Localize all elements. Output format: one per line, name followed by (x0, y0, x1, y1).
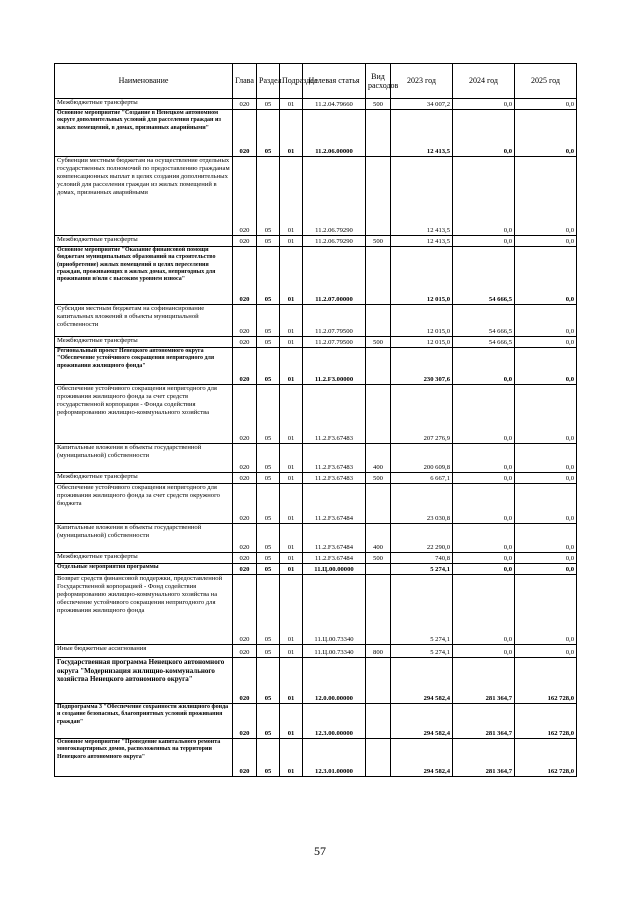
row-razdel: 05 (257, 553, 280, 564)
row-value-2023: 5 274,1 (391, 564, 453, 575)
row-name: Капитальные вложения в объекты государственной (муниципальной) собственности (55, 524, 233, 553)
row-glava: 020 (233, 337, 257, 348)
row-value-2023: 5 274,1 (391, 645, 453, 658)
row-value-2023: 12 413,5 (391, 236, 453, 247)
row-value-2025: 0,0 (515, 484, 577, 524)
table-row (55, 704, 577, 739)
table-row (55, 247, 577, 305)
row-name: Межбюджетные трансферты (55, 236, 233, 247)
row-value-2025: 0,0 (515, 553, 577, 564)
row-name: Возврат средств финансовой поддержки, предоставленной Государственной корпорацией - Фонд содействия реформированию жилищно-коммунального хозяйства на обеспечение устойчивого сокращения непригодного для проживания жилищного фонда (55, 575, 233, 645)
row-glava: 020 (233, 110, 257, 157)
row-expense-type (366, 575, 391, 645)
row-value-2025: 0,0 (515, 645, 577, 658)
row-podrazdel: 01 (280, 658, 303, 704)
row-glava: 020 (233, 739, 257, 777)
row-expense-type (366, 739, 391, 777)
row-podrazdel: 01 (280, 236, 303, 247)
row-expense-type: 400 (366, 444, 391, 473)
row-glava: 020 (233, 658, 257, 704)
row-value-2025: 0,0 (515, 305, 577, 337)
row-target-article: 12.3.00.00000 (303, 704, 366, 739)
row-name: Обеспечение устойчивого сокращения непригодного для проживания жилищного фонда за счет средств окружного бюджета (55, 484, 233, 524)
budget-table (54, 63, 577, 777)
row-value-2024: 0,0 (453, 484, 515, 524)
row-value-2024: 281 364,7 (453, 658, 515, 704)
row-value-2025: 0,0 (515, 575, 577, 645)
row-value-2025: 0,0 (515, 236, 577, 247)
header-glava: Глава (233, 64, 257, 99)
row-value-2024: 0,0 (453, 524, 515, 553)
row-name: Подпрограмма 3 "Обеспечение сохранности жилищного фонда и создание безопасных, благоприятных условий проживания граждан" (55, 704, 233, 739)
header-vid: Вид расходов (366, 64, 391, 99)
row-razdel: 05 (257, 444, 280, 473)
row-name: Основное мероприятие "Проведение капитального ремонта многоквартирных домов, расположенных на территории Ненецкого автономного округа" (55, 739, 233, 777)
row-podrazdel: 01 (280, 575, 303, 645)
row-podrazdel: 01 (280, 337, 303, 348)
row-value-2024: 0,0 (453, 348, 515, 385)
row-name: Основное мероприятие "Оказание финансовой помощи бюджетам муниципальных образований на строительство (приобретение) жилых помещений в целях переселения граждан, проживающих в жилых домах, непригодных для проживания и/или с высоким уровнем износа" (55, 247, 233, 305)
row-podrazdel: 01 (280, 739, 303, 777)
row-expense-type (366, 247, 391, 305)
table-row (55, 553, 577, 564)
row-target-article: 12.3.01.00000 (303, 739, 366, 777)
row-podrazdel: 01 (280, 553, 303, 564)
row-value-2023: 12 413,5 (391, 157, 453, 236)
row-value-2025: 0,0 (515, 110, 577, 157)
row-podrazdel: 01 (280, 247, 303, 305)
row-target-article: 11.2.06.79290 (303, 157, 366, 236)
row-expense-type: 500 (366, 553, 391, 564)
row-target-article: 11.2.04.79660 (303, 99, 366, 110)
row-name: Иные бюджетные ассигнования (55, 645, 233, 658)
row-name: Обеспечение устойчивого сокращения непригодного для проживания жилищного фонда за счет средств государственной корпорации - Фонда содействия реформированию жилищно-коммунального хозяйства (55, 385, 233, 444)
row-razdel: 05 (257, 524, 280, 553)
row-glava: 020 (233, 305, 257, 337)
row-value-2023: 34 007,2 (391, 99, 453, 110)
row-podrazdel: 01 (280, 704, 303, 739)
row-razdel: 05 (257, 739, 280, 777)
row-glava: 020 (233, 553, 257, 564)
row-razdel: 05 (257, 247, 280, 305)
row-value-2025: 0,0 (515, 337, 577, 348)
row-name: Субвенции местным бюджетам на осуществление отдельных государственных полномочий по предоставлению гражданам компенсационных выплат в целях создания дополнительных условий для расселения граждан из жилых помещений в домах, признанных аварийными (55, 157, 233, 236)
row-expense-type: 800 (366, 645, 391, 658)
row-name: Основное мероприятие "Создание в Ненецком автономном округе дополнительных условий для расселения граждан из жилых помещений, в домах, признанных аварийными" (55, 110, 233, 157)
row-glava: 020 (233, 575, 257, 645)
row-razdel: 05 (257, 385, 280, 444)
row-target-article: 11.Ц.00.73340 (303, 645, 366, 658)
row-expense-type: 500 (366, 236, 391, 247)
row-target-article: 11.2.F3.67484 (303, 553, 366, 564)
row-value-2025: 0,0 (515, 348, 577, 385)
row-name: Межбюджетные трансферты (55, 99, 233, 110)
row-razdel: 05 (257, 236, 280, 247)
row-expense-type: 500 (366, 337, 391, 348)
row-value-2024: 0,0 (453, 157, 515, 236)
table-row (55, 484, 577, 524)
header-2024: 2024 год (453, 64, 515, 99)
row-target-article: 11.Ц.00.73340 (303, 575, 366, 645)
row-razdel: 05 (257, 645, 280, 658)
row-podrazdel: 01 (280, 524, 303, 553)
row-value-2023: 294 582,4 (391, 739, 453, 777)
row-glava: 020 (233, 385, 257, 444)
row-value-2023: 5 274,1 (391, 575, 453, 645)
row-value-2023: 12 015,0 (391, 247, 453, 305)
row-name: Региональный проект Ненецкого автономного округа "Обеспечение устойчивого сокращения непригодного для проживания жилищного фонда" (55, 348, 233, 385)
row-podrazdel: 01 (280, 305, 303, 337)
row-value-2025: 162 728,0 (515, 704, 577, 739)
row-value-2024: 0,0 (453, 110, 515, 157)
row-target-article: 11.Ц.00.00000 (303, 564, 366, 575)
row-target-article: 11.2.F3.67484 (303, 484, 366, 524)
row-razdel: 05 (257, 305, 280, 337)
row-name: Межбюджетные трансферты (55, 337, 233, 348)
row-podrazdel: 01 (280, 473, 303, 484)
header-name: Наименование (55, 64, 233, 99)
row-razdel: 05 (257, 157, 280, 236)
row-value-2023: 6 667,1 (391, 473, 453, 484)
row-value-2023: 207 276,9 (391, 385, 453, 444)
row-value-2023: 294 582,4 (391, 658, 453, 704)
row-podrazdel: 01 (280, 157, 303, 236)
row-value-2023: 12 015,0 (391, 305, 453, 337)
row-value-2023: 23 030,8 (391, 484, 453, 524)
row-razdel: 05 (257, 658, 280, 704)
row-value-2023: 740,8 (391, 553, 453, 564)
row-name: Государственная программа Ненецкого автономного округа "Модернизация жилищно-коммунального хозяйства Ненецкого автономного округа" (55, 658, 233, 704)
row-glava: 020 (233, 704, 257, 739)
row-razdel: 05 (257, 473, 280, 484)
table-row (55, 473, 577, 484)
row-name: Межбюджетные трансферты (55, 553, 233, 564)
row-value-2024: 54 666,5 (453, 337, 515, 348)
row-name: Субсидия местным бюджетам на софинансирование капитальных вложений в объекты муниципальной собственности (55, 305, 233, 337)
row-expense-type (366, 658, 391, 704)
row-expense-type: 500 (366, 99, 391, 110)
row-value-2024: 0,0 (453, 645, 515, 658)
row-target-article: 11.2.F3.67483 (303, 385, 366, 444)
row-expense-type (366, 110, 391, 157)
row-razdel: 05 (257, 348, 280, 385)
row-target-article: 11.2.F3.00000 (303, 348, 366, 385)
header-target: Целевая статья (303, 64, 366, 99)
row-glava: 020 (233, 236, 257, 247)
row-value-2024: 281 364,7 (453, 739, 515, 777)
header-2025: 2025 год (515, 64, 577, 99)
table-row (55, 575, 577, 645)
row-value-2024: 0,0 (453, 564, 515, 575)
row-name: Капитальные вложения в объекты государственной (муниципальной) собственности (55, 444, 233, 473)
table-row (55, 524, 577, 553)
row-value-2023: 12 015,0 (391, 337, 453, 348)
row-value-2023: 22 290,0 (391, 524, 453, 553)
table-row (55, 157, 577, 236)
header-podrazdel: Подраздел (280, 64, 303, 99)
table-row (55, 99, 577, 110)
row-target-article: 11.2.07.00000 (303, 247, 366, 305)
row-name: Отдельные мероприятия программы (55, 564, 233, 575)
row-value-2025: 0,0 (515, 444, 577, 473)
row-value-2024: 54 666,5 (453, 247, 515, 305)
row-razdel: 05 (257, 337, 280, 348)
table-row (55, 337, 577, 348)
table-row (55, 739, 577, 777)
row-expense-type (366, 305, 391, 337)
row-value-2025: 0,0 (515, 524, 577, 553)
row-expense-type (366, 385, 391, 444)
table-row (55, 385, 577, 444)
row-value-2023: 200 609,8 (391, 444, 453, 473)
row-expense-type (366, 704, 391, 739)
table-row (55, 348, 577, 385)
header-2023: 2023 год (391, 64, 453, 99)
row-value-2024: 0,0 (453, 236, 515, 247)
row-razdel: 05 (257, 704, 280, 739)
row-value-2025: 162 728,0 (515, 658, 577, 704)
row-podrazdel: 01 (280, 645, 303, 658)
row-razdel: 05 (257, 484, 280, 524)
row-glava: 020 (233, 247, 257, 305)
row-glava: 020 (233, 348, 257, 385)
row-target-article: 12.0.00.00000 (303, 658, 366, 704)
table-row (55, 564, 577, 575)
table-row (55, 658, 577, 704)
table-header-row (55, 64, 577, 99)
row-podrazdel: 01 (280, 564, 303, 575)
row-value-2025: 0,0 (515, 247, 577, 305)
row-value-2025: 0,0 (515, 564, 577, 575)
row-podrazdel: 01 (280, 444, 303, 473)
row-value-2024: 0,0 (453, 575, 515, 645)
row-value-2025: 0,0 (515, 99, 577, 110)
row-name: Межбюджетные трансферты (55, 473, 233, 484)
row-value-2024: 281 364,7 (453, 704, 515, 739)
row-razdel: 05 (257, 110, 280, 157)
row-glava: 020 (233, 99, 257, 110)
row-value-2024: 0,0 (453, 473, 515, 484)
row-value-2025: 0,0 (515, 473, 577, 484)
row-podrazdel: 01 (280, 99, 303, 110)
row-glava: 020 (233, 564, 257, 575)
row-value-2024: 0,0 (453, 99, 515, 110)
row-glava: 020 (233, 444, 257, 473)
header-razdel: Раздел (257, 64, 280, 99)
table-body (55, 99, 577, 777)
table-row (55, 110, 577, 157)
row-target-article: 11.2.F3.67483 (303, 444, 366, 473)
row-expense-type (366, 564, 391, 575)
table-row (55, 444, 577, 473)
table-row (55, 305, 577, 337)
row-glava: 020 (233, 484, 257, 524)
row-podrazdel: 01 (280, 484, 303, 524)
row-value-2023: 12 413,5 (391, 110, 453, 157)
row-value-2024: 0,0 (453, 553, 515, 564)
row-expense-type (366, 484, 391, 524)
row-value-2025: 162 728,0 (515, 739, 577, 777)
row-razdel: 05 (257, 564, 280, 575)
table-row (55, 645, 577, 658)
row-target-article: 11.2.07.79500 (303, 305, 366, 337)
row-value-2023: 230 307,6 (391, 348, 453, 385)
row-target-article: 11.2.F3.67483 (303, 473, 366, 484)
row-value-2024: 0,0 (453, 385, 515, 444)
row-razdel: 05 (257, 575, 280, 645)
row-razdel: 05 (257, 99, 280, 110)
row-expense-type (366, 157, 391, 236)
row-value-2025: 0,0 (515, 385, 577, 444)
row-expense-type: 400 (366, 524, 391, 553)
row-podrazdel: 01 (280, 110, 303, 157)
row-podrazdel: 01 (280, 348, 303, 385)
page-number: 57 (314, 844, 326, 858)
row-value-2024: 0,0 (453, 444, 515, 473)
row-expense-type (366, 348, 391, 385)
row-glava: 020 (233, 157, 257, 236)
row-target-article: 11.2.F3.67484 (303, 524, 366, 553)
row-podrazdel: 01 (280, 385, 303, 444)
row-value-2023: 294 582,4 (391, 704, 453, 739)
row-value-2025: 0,0 (515, 157, 577, 236)
row-value-2024: 54 666,5 (453, 305, 515, 337)
row-expense-type: 500 (366, 473, 391, 484)
table-row (55, 236, 577, 247)
row-target-article: 11.2.07.79500 (303, 337, 366, 348)
row-glava: 020 (233, 473, 257, 484)
row-target-article: 11.2.06.79290 (303, 236, 366, 247)
row-target-article: 11.2.06.00000 (303, 110, 366, 157)
row-glava: 020 (233, 524, 257, 553)
row-glava: 020 (233, 645, 257, 658)
